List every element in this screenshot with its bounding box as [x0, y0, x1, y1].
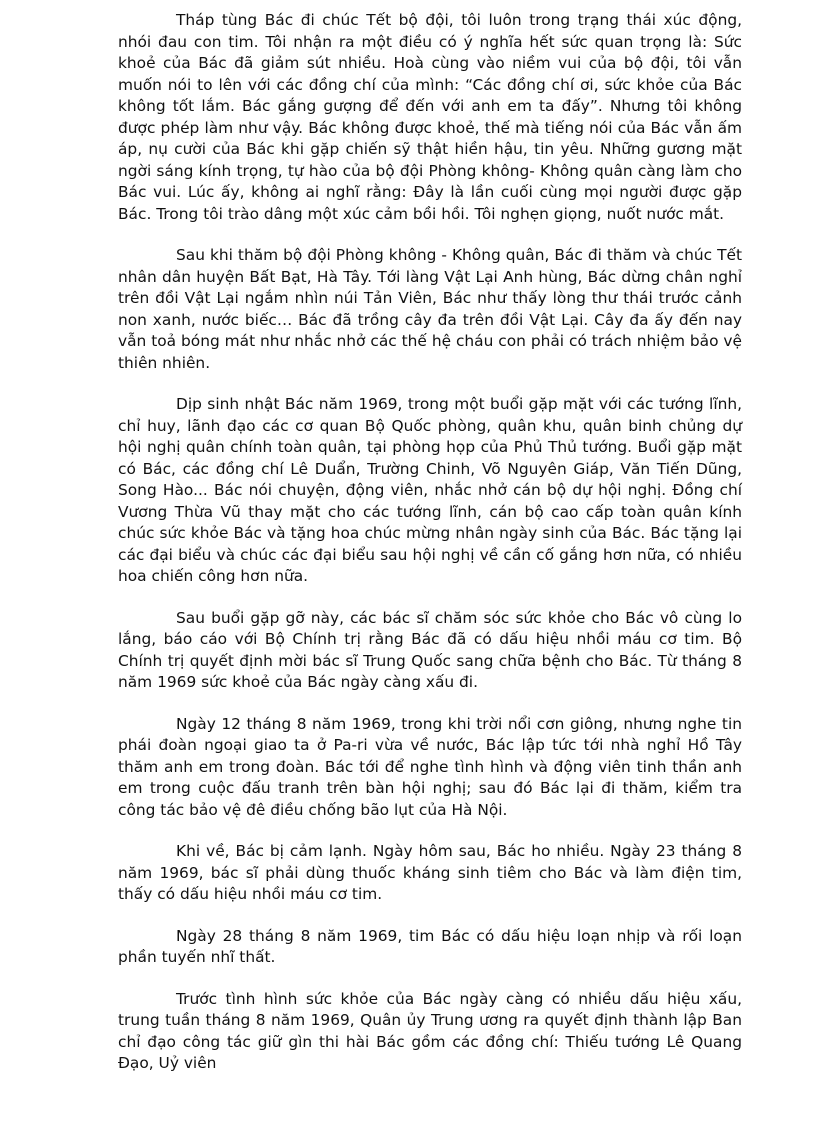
paragraph-2: Sau khi thăm bộ đội Phòng không - Không quân, Bác đi thăm và chúc Tết nhân dân huyện Bất Bạt, Hà Tây. Tới làng Vật Lại Anh hùng, Bác dừng chân nghỉ trên đồi Vật Lại ngắm nhìn núi Tản Viên, Bác như thấy lòng thư thái trước cảnh non xanh, nước biếc… Bác đã trồng cây đa trên đồi Vật Lại. Cây đa ấy đến nay vẫn toả bóng mát như nhắc nhở các thế hệ cháu con phải có trách nhiệm bảo vệ thiên nhiên.: [118, 246, 742, 372]
paragraph-6: Khi về, Bác bị cảm lạnh. Ngày hôm sau, Bác ho nhiều. Ngày 23 tháng 8 năm 1969, bác sĩ phải dùng thuốc kháng sinh tiêm cho Bác và làm điện tim, thấy có dấu hiệu nhồi máu cơ tim.: [118, 842, 742, 903]
paragraph-5: Ngày 12 tháng 8 năm 1969, trong khi trời nổi cơn giông, nhưng nghe tin phái đoàn ngoại giao ta ở Pa-ri vừa về nước, Bác lập tức tới nhà nghỉ Hồ Tây thăm anh em trong đoàn. Bác tới để nghe tình hình và động viên tinh thần anh em trong cuộc đấu tranh trên bàn hội nghị; sau đó Bác lại đi thăm, kiểm tra công tác bảo vệ đê điều chống bão lụt của Hà Nội.: [118, 714, 742, 819]
document-page: [118, 10, 742, 1075]
paragraph-1: Tháp tùng Bác đi chúc Tết bộ đội, tôi luôn trong trạng thái xúc động, nhói đau con tim. Tôi nhận ra một điều có ý nghĩa hết sức quan trọng là: Sức khoẻ của Bác đã giảm sút nhiều. Hoà cùng vào niềm vui của bộ đội, tôi vẫn muốn nói to lên với các đồng chí của mình: “Các đồng chí ơi, sức khỏe của Bác không tốt lắm. Bác gắng gượng để đến với anh em ta đấy”. Nhưng tôi không được phép làm như vậy. Bác không được khoẻ, thế mà tiếng nói của Bác vẫn ấm áp, nụ cười của Bác khi gặp chiến sỹ thật hiền hậu, tin yêu. Những gương mặt ngời sáng kính trọng, tự hào của bộ đội Phòng không- Không quân càng làm cho Bác vui. Lúc ấy, không ai nghĩ rằng: Đây là lần cuối cùng mọi người được gặp Bác. Trong tôi trào dâng một xúc cảm bồi hồi. Tôi nghẹn giọng, nuốt nước mắt.: [118, 11, 742, 223]
paragraph-8: Trước tình hình sức khỏe của Bác ngày càng có nhiều dấu hiệu xấu, trung tuần tháng 8 năm 1969, Quân ủy Trung ương ra quyết định thành lập Ban chỉ đạo công tác giữ gìn thi hài Bác gồm các đồng chí: Thiếu tướng Lê Quang Đạo, Uỷ viên: [118, 989, 742, 1072]
paragraph-4: Sau buổi gặp gỡ này, các bác sĩ chăm sóc sức khỏe cho Bác vô cùng lo lắng, báo cáo với Bộ Chính trị rằng Bác đã có dấu hiệu nhồi máu cơ tim. Bộ Chính trị quyết định mời bác sĩ Trung Quốc sang chữa bệnh cho Bác. Từ tháng 8 năm 1969 sức khoẻ của Bác ngày càng xấu đi.: [118, 608, 742, 691]
paragraph-7: Ngày 28 tháng 8 năm 1969, tim Bác có dấu hiệu loạn nhịp và rối loạn phần tuyến nhĩ thất.: [118, 926, 742, 966]
paragraph-3: Dịp sinh nhật Bác năm 1969, trong một buổi gặp mặt với các tướng lĩnh, chỉ huy, lãnh đạo các cơ quan Bộ Quốc phòng, quân khu, quân binh chủng dự hội nghị quân chính toàn quân, tại phòng họp của Phủ Thủ tướng. Buổi gặp mặt có Bác, các đồng chí Lê Duẩn, Trường Chinh, Võ Nguyên Giáp, Văn Tiến Dũng, Song Hào... Bác nói chuyện, động viên, nhắc nhở cán bộ dự hội nghị. Đồng chí Vương Thừa Vũ thay mặt cho các tướng lĩnh, cán bộ cao cấp toàn quân kính chúc sức khỏe Bác và tặng hoa chúc mừng nhân ngày sinh của Bác. Bác tặng lại các đại biểu và chúc các đại biểu sau hội nghị về cần cố gắng hơn nữa, có nhiều hoa chiến công hơn nữa.: [118, 395, 742, 585]
